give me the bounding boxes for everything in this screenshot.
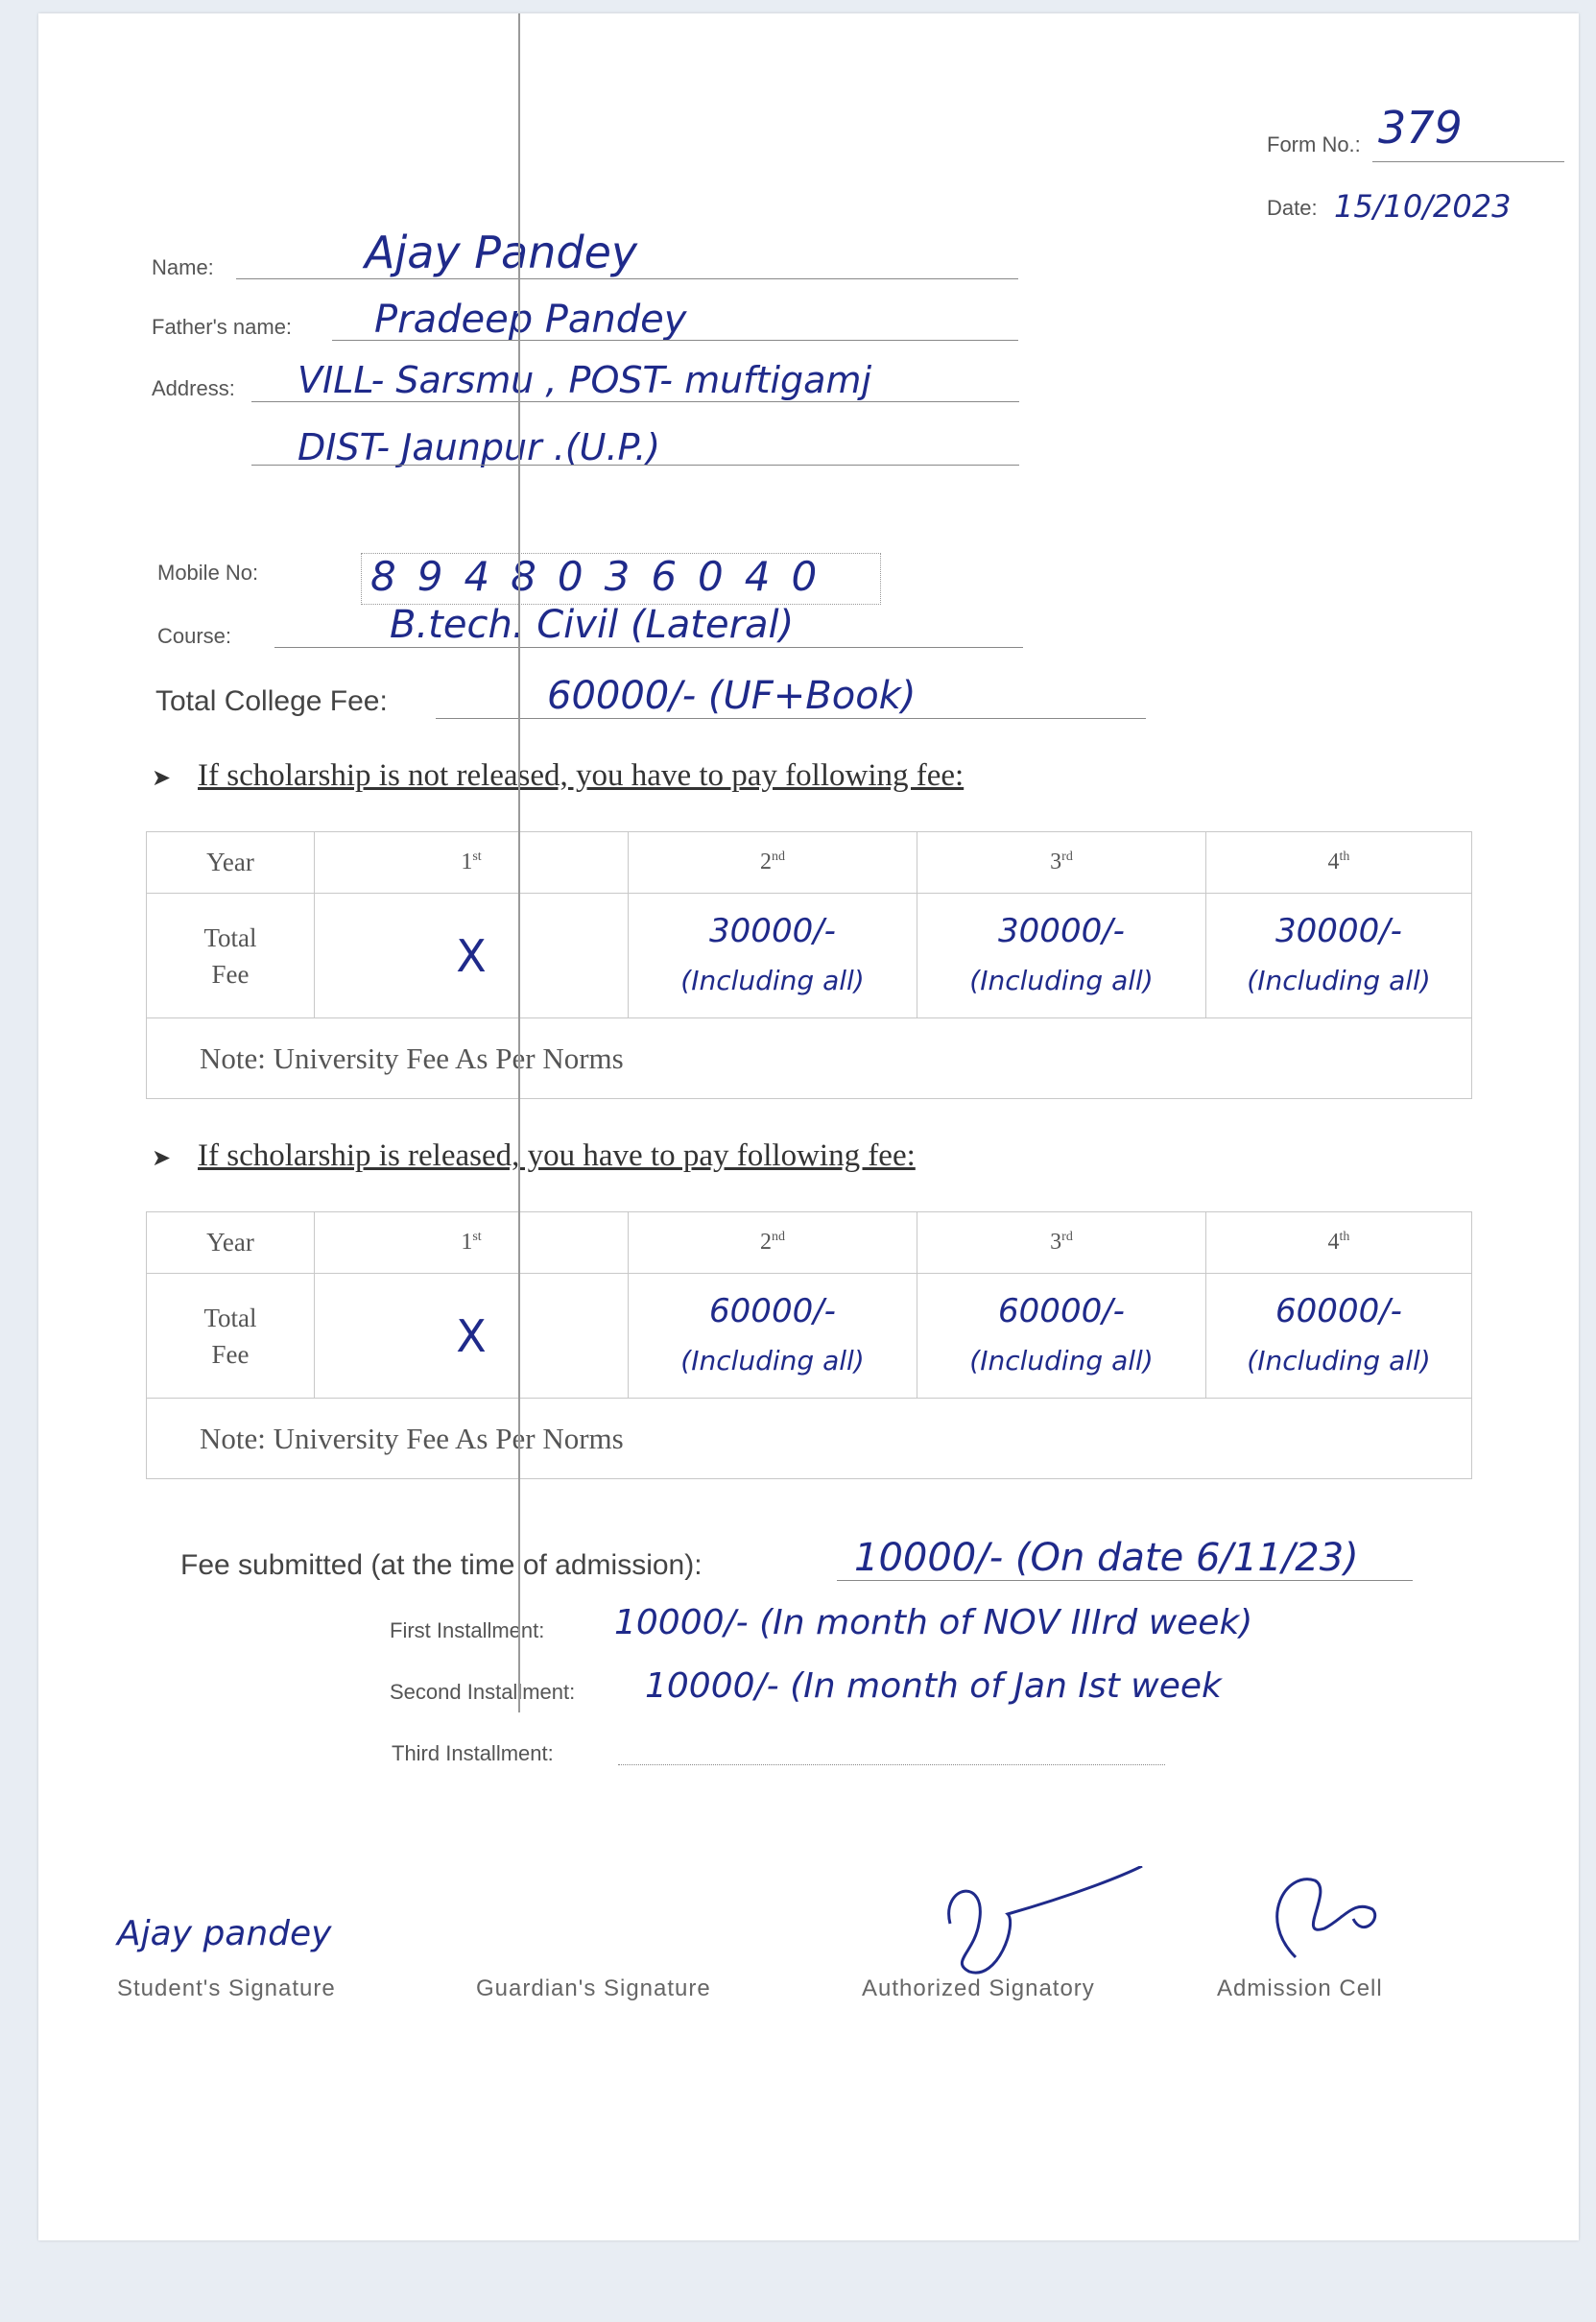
fee-cell: 60000/- (Including all) [629, 1274, 917, 1399]
table2-heading: If scholarship is released, you have to pay following fee: [198, 1138, 916, 1173]
address-underline-2 [251, 465, 1019, 466]
authorized-signatory-label: Authorized Signatory [862, 1975, 1095, 2001]
guardian-signature-label: Guardian's Signature [476, 1975, 711, 2001]
year-header: Year [147, 832, 315, 894]
year-2nd: 2nd [629, 1212, 917, 1274]
address-line-1: VILL- Sarsmu , POST- muftigamj [298, 359, 871, 401]
date-value: 15/10/2023 [1334, 188, 1512, 225]
fee-cell: 60000/- (Including all) [1206, 1274, 1472, 1399]
total-fee-underline [436, 718, 1146, 719]
year-header: Year [147, 1212, 315, 1274]
form-no-label: Form No.: [1267, 132, 1361, 156]
table1-heading: If scholarship is not released, you have to pay following fee: [198, 758, 965, 793]
course-value: B.tech. Civil (Lateral) [390, 603, 795, 647]
name-value: Ajay Pandey [365, 227, 638, 278]
date-label: Date: [1267, 196, 1318, 220]
first-installment-label: First Installment: [390, 1618, 545, 1642]
paper-fold-line [518, 13, 520, 1712]
fee-submitted-label: Fee submitted (at the time of admission): [180, 1549, 703, 1581]
year-1st: 1st [315, 1212, 629, 1274]
second-installment-label: Second Installment: [390, 1680, 576, 1704]
third-installment-underline [618, 1764, 1165, 1765]
table-row [147, 1399, 1472, 1479]
year-3rd: 3rd [917, 1212, 1206, 1274]
student-signature: Ajay pandey [117, 1914, 332, 1953]
year-3rd: 3rd [917, 832, 1206, 894]
first-year-cross: X [315, 1274, 629, 1399]
mobile-value: 8948036040 [370, 553, 839, 600]
table-row [147, 1212, 1472, 1274]
father-label: Father's name: [152, 315, 293, 339]
form-no-value: 379 [1378, 102, 1463, 154]
table-row [147, 1018, 1472, 1099]
year-4th: 4th [1206, 1212, 1472, 1274]
arrow-icon: ➤ [152, 765, 172, 791]
name-label: Name: [152, 255, 214, 279]
total-fee-row-label: Total Fee [147, 894, 315, 1018]
fee-cell: 30000/- (Including all) [917, 894, 1206, 1018]
student-signature-label: Student's Signature [117, 1975, 336, 2001]
mobile-label: Mobile No: [157, 561, 259, 585]
table2-note: Note: University Fee As Per Norms [147, 1399, 1472, 1479]
second-installment-value: 10000/- (In month of Jan Ist week [645, 1666, 1222, 1706]
arrow-icon: ➤ [152, 1145, 172, 1171]
year-2nd: 2nd [629, 832, 917, 894]
total-fee-value: 60000/- (UF+Book) [547, 674, 917, 718]
fee-cell: 30000/- (Including all) [629, 894, 917, 1018]
address-underline-1 [251, 401, 1019, 402]
fee-table-not-released [146, 831, 1472, 1099]
father-underline [332, 340, 1018, 341]
first-year-cross: X [315, 894, 629, 1018]
fee-submitted-underline [837, 1580, 1413, 1581]
table-row [147, 1274, 1472, 1399]
fee-submitted-value: 10000/- (On date 6/11/23) [854, 1536, 1359, 1580]
form-paper [38, 13, 1579, 2240]
first-installment-value: 10000/- (In month of NOV IIIrd week) [614, 1603, 1253, 1642]
third-installment-label: Third Installment: [392, 1741, 554, 1765]
table1-note: Note: University Fee As Per Norms [147, 1018, 1472, 1099]
father-value: Pradeep Pandey [374, 298, 687, 342]
name-underline [236, 278, 1018, 279]
fee-table-released [146, 1211, 1472, 1479]
form-no-underline [1372, 161, 1564, 162]
total-fee-row-label: Total Fee [147, 1274, 315, 1399]
table-row [147, 832, 1472, 894]
course-label: Course: [157, 624, 232, 648]
course-underline [274, 647, 1023, 648]
fee-cell: 60000/- (Including all) [917, 1274, 1206, 1399]
address-label: Address: [152, 376, 235, 400]
year-1st: 1st [315, 832, 629, 894]
admission-cell-signature-mark [1238, 1861, 1411, 1976]
address-line-2: DIST- Jaunpur .(U.P.) [298, 426, 661, 468]
admission-cell-label: Admission Cell [1217, 1975, 1383, 2001]
fee-cell: 30000/- (Including all) [1206, 894, 1472, 1018]
table-row [147, 894, 1472, 1018]
year-4th: 4th [1206, 832, 1472, 894]
total-fee-label: Total College Fee: [155, 685, 388, 717]
